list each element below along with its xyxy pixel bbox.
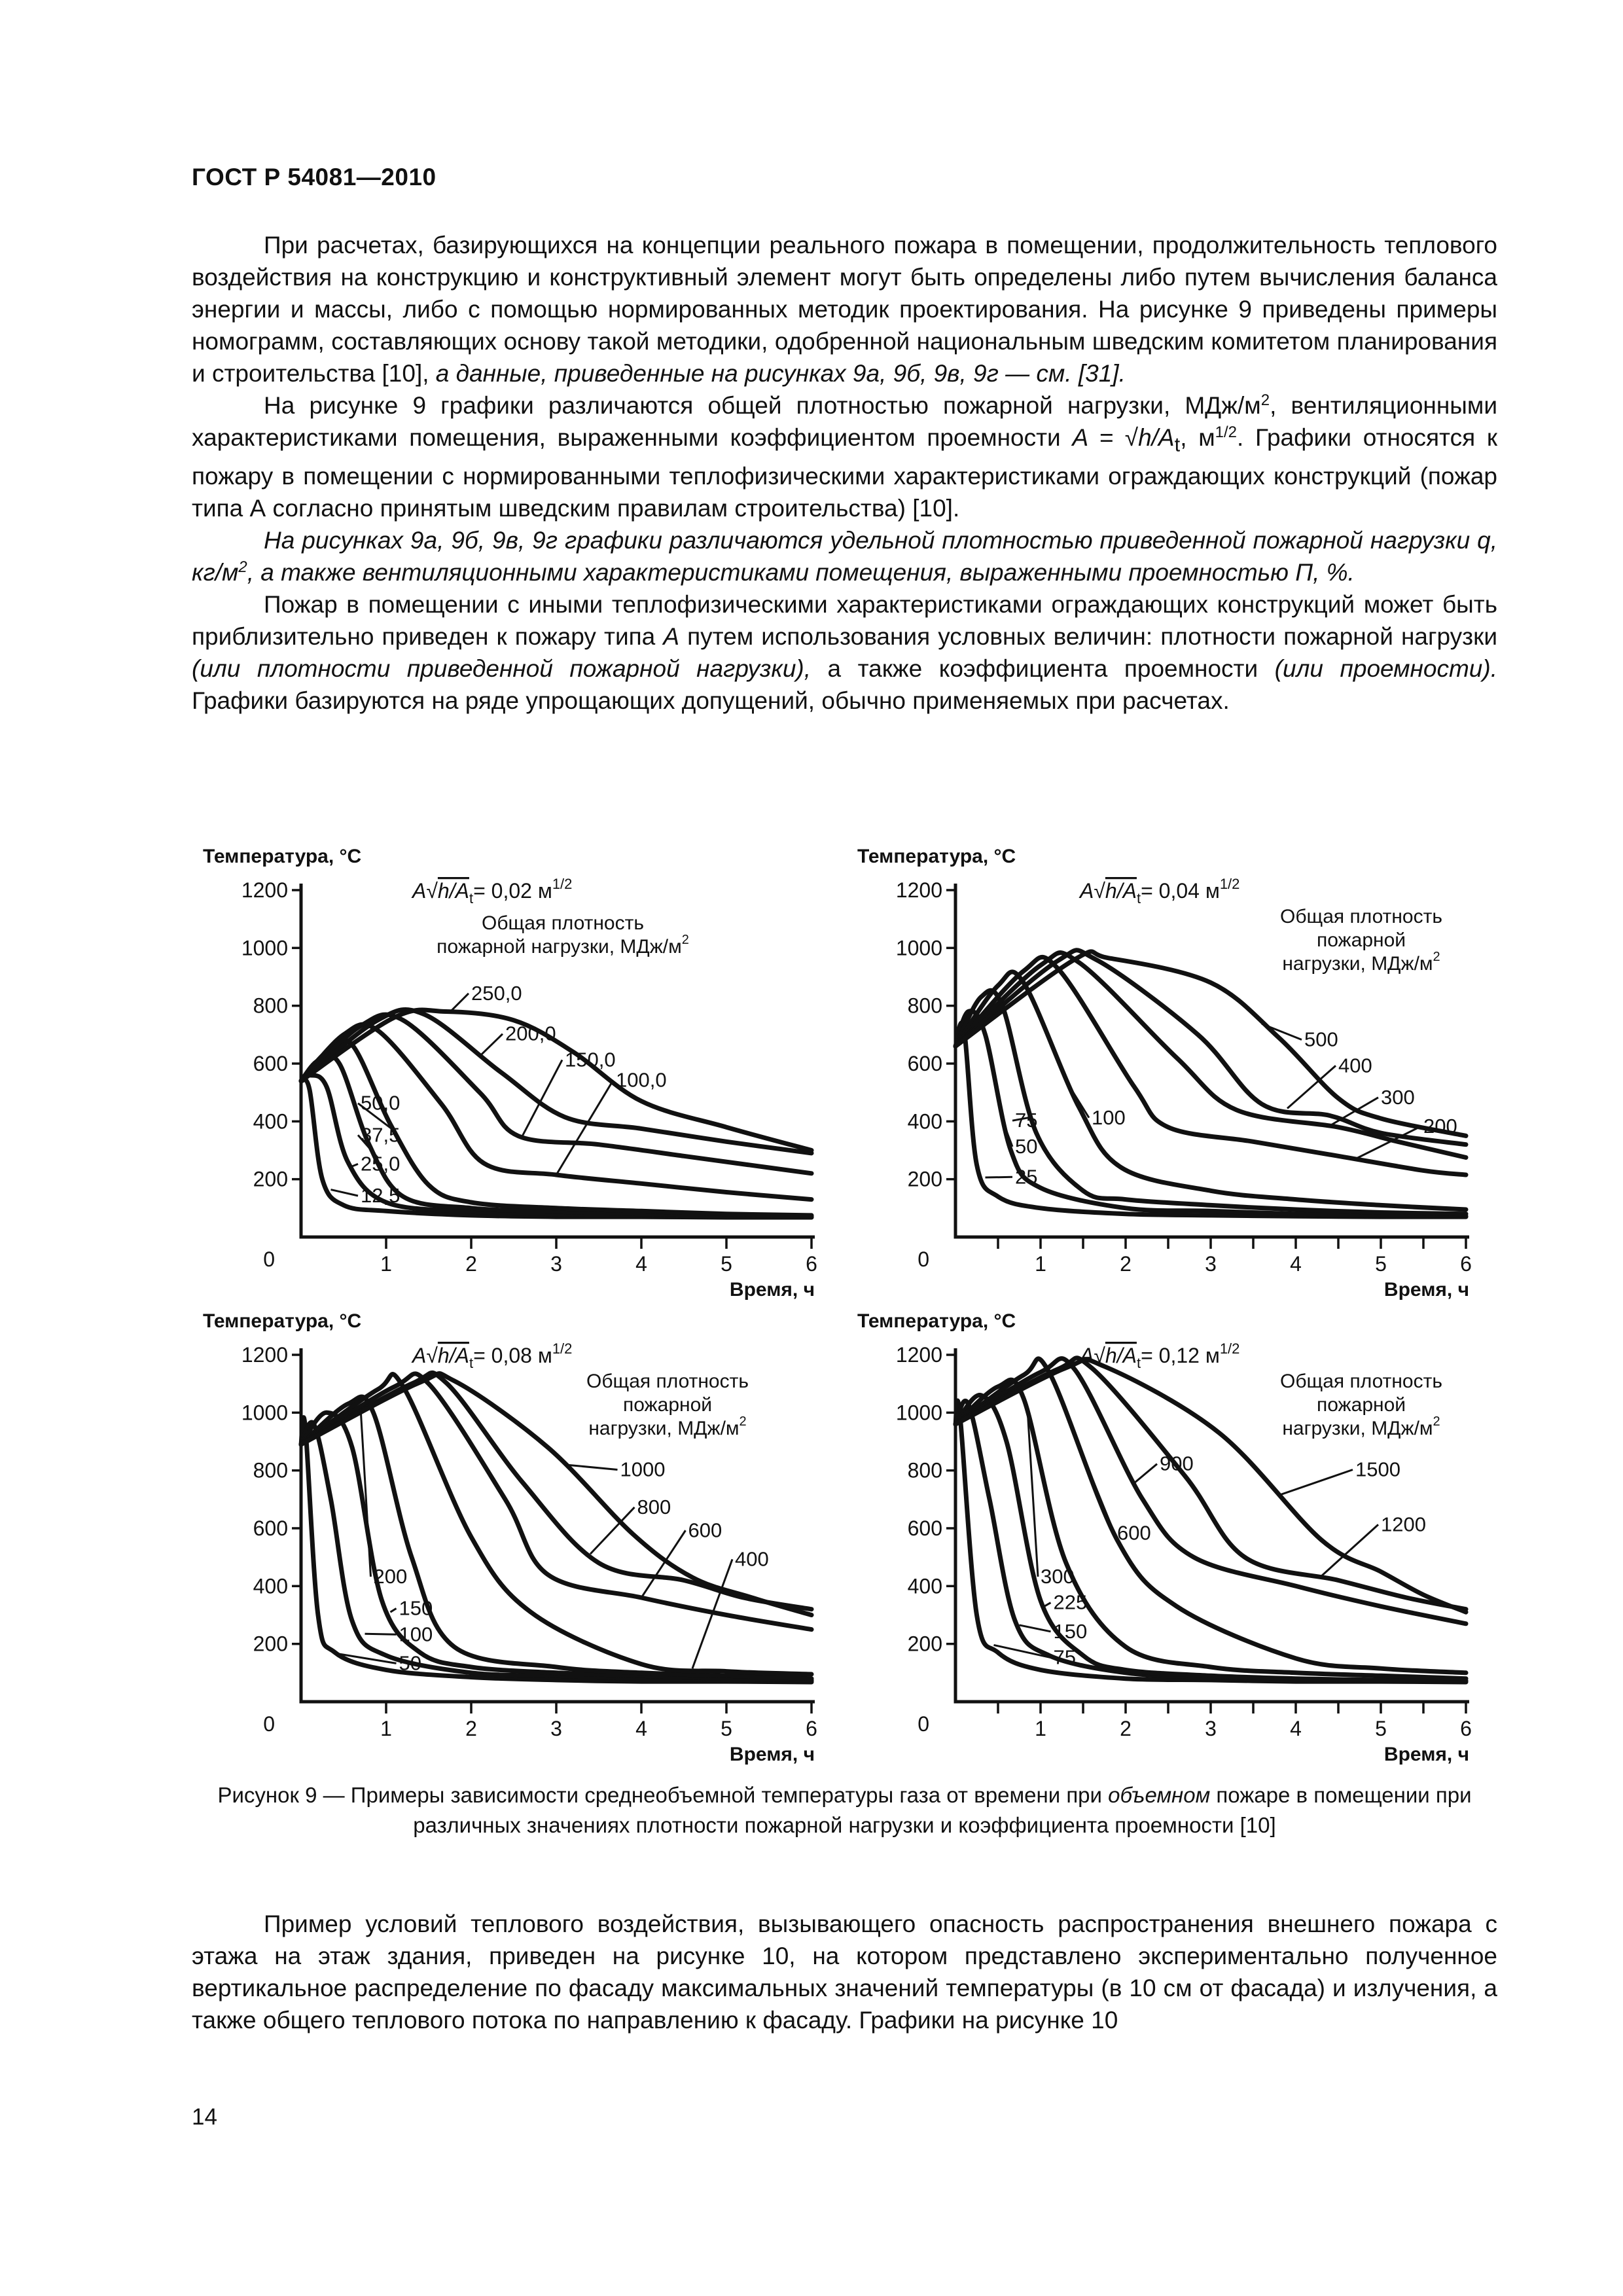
leader-line <box>1134 1464 1157 1483</box>
series-label: 200 <box>373 1564 408 1588</box>
series-label: 50 <box>399 1651 421 1675</box>
opening-factor-value: = 0,08 м <box>473 1344 552 1367</box>
series-label: 225 <box>1053 1590 1088 1614</box>
series-label: 25,0 <box>361 1152 401 1175</box>
x-tick-label: 6 <box>1460 1252 1472 1276</box>
series-label: 400 <box>1338 1054 1372 1077</box>
y-tick-label: 200 <box>907 1632 942 1656</box>
paragraph-2-text: На рисунке 9 графики различаются общей плотностью пожарной нагрузки, МДж/м <box>264 392 1261 419</box>
series-label: 25 <box>1015 1165 1038 1189</box>
leader-line <box>1330 1098 1378 1126</box>
series-label: 200 <box>1423 1115 1457 1138</box>
leader-line <box>1279 1470 1353 1496</box>
x-tick-label: 5 <box>721 1717 732 1740</box>
y-tick-label: 400 <box>253 1574 288 1598</box>
x-tick-label: 4 <box>1290 1252 1302 1276</box>
opening-factor-t: t <box>1136 1355 1141 1371</box>
x-axis-label: Время, ч <box>1383 1279 1469 1300</box>
y-tick-label: 200 <box>253 1632 288 1656</box>
series-label: 800 <box>637 1495 671 1518</box>
y-tick-label: 600 <box>907 1516 942 1540</box>
figure-caption <box>192 1780 1497 1840</box>
x-tick-label: 1 <box>1035 1252 1046 1276</box>
y-tick-label: 400 <box>253 1109 288 1134</box>
paragraph-4-text-3: а также коэффициента проемности <box>811 655 1275 683</box>
paragraph-3 <box>192 524 1497 588</box>
x-tick-label: 5 <box>721 1252 732 1276</box>
series-label: 500 <box>1304 1028 1338 1051</box>
legend-title-line: пожарной <box>1316 1394 1406 1416</box>
radical-sign: √ <box>1094 1344 1105 1367</box>
paragraph-3-italic: На рисунках 9а, 9б, 9в, 9г графики различаются удельной плотностью приведенной пожарной нагрузки q, кг/м <box>192 527 1497 586</box>
opening-factor-exp: 1/2 <box>552 1340 573 1357</box>
legend-title-line: нагрузки, МДж/$м^2$ <box>588 1414 747 1439</box>
opening-factor-a: A <box>412 1344 427 1367</box>
x-tick-label: 6 <box>806 1717 817 1740</box>
radical-sign: √ <box>1094 879 1105 903</box>
paragraph-4-italic-3: (или проемности). <box>1274 655 1497 683</box>
opening-factor-exp: 1/2 <box>1219 876 1240 892</box>
y-tick-label: 600 <box>907 1052 942 1075</box>
origin-label: 0 <box>918 1712 929 1736</box>
curve-150 <box>955 1401 1466 1681</box>
series-label: 300 <box>1381 1085 1415 1109</box>
legend-title-line: пожарной нагрузки, МДж/$м^2$ <box>437 933 689 958</box>
y-axis-label: Температура, °С <box>203 846 362 867</box>
opening-factor-t: t <box>469 1355 474 1371</box>
legend-title-sup: 2 <box>1433 950 1440 964</box>
x-axis-label: Время, ч <box>1383 1744 1469 1765</box>
opening-factor-exp: 1/2 <box>552 876 573 892</box>
opening-factor-value: = 0,04 м <box>1141 879 1220 903</box>
paragraph-1-text: При расчетах, базирующихся на концепции реального пожара в помещении, продолжительность теплового воздействия на конструкцию и конструктивный элемент могут быть определены либо путем вычисления баланса энергии и массы, либо с помощью нормированных методик проектирования. На рисунке 9 приведены примеры номограмм, составляющих основу такой методики, одобренной национальным шведским комитетом планирования и строительства [10], <box>192 232 1497 387</box>
x-tick-label: 2 <box>1120 1717 1132 1740</box>
series-label: 900 <box>1160 1452 1194 1475</box>
paragraph-4-text-2: путем использования условных величин: плотности пожарной нагрузки <box>679 623 1497 651</box>
opening-factor-label <box>1079 876 1240 906</box>
paragraph-2-sup: 2 <box>1260 391 1270 409</box>
paragraph-5: Пример условий теплового воздействия, вызывающего опасность распространения внешнего пожара с этажа на этаж здания, приведен на рисунке 10, на котором представлено экспериментально полученное вертикальное распределение по фасаду максимальных значений температуры (в 10 см от фасада) и излучения, а также общего теплового потока по направлению к фасаду. Графики на рисунке 10 <box>192 1910 1497 2034</box>
opening-factor-a: A <box>1080 879 1094 903</box>
leader-line <box>556 1080 613 1175</box>
leader-line <box>1020 1625 1051 1632</box>
y-tick-label: 800 <box>907 1458 942 1482</box>
series-label: 50 <box>1015 1134 1038 1158</box>
y-tick-label: 1000 <box>241 1401 288 1425</box>
leader-line <box>480 1034 503 1056</box>
opening-factor-t: t <box>469 890 474 906</box>
legend-title-sup: 2 <box>681 933 689 947</box>
series-label: 300 <box>1041 1564 1075 1588</box>
y-tick-label: 1000 <box>241 936 288 960</box>
opening-factor-h: h/A <box>437 1344 469 1367</box>
series-label: 50,0 <box>361 1091 401 1115</box>
series-label: 75 <box>1015 1109 1038 1132</box>
y-tick-label: 800 <box>907 994 942 1018</box>
series-label: 100,0 <box>616 1068 667 1092</box>
opening-factor-h: h/A <box>1105 1344 1137 1367</box>
paragraph-2 <box>192 389 1497 524</box>
legend-title-line: Общая плотность <box>1280 1371 1442 1392</box>
x-axis-label: Время, ч <box>729 1744 815 1765</box>
y-tick-label: 800 <box>253 1458 288 1482</box>
series-label: 600 <box>688 1518 722 1542</box>
page-number: 14 <box>192 2104 217 2130</box>
x-tick-label: 5 <box>1375 1717 1387 1740</box>
paragraph-4-italic-2: (или плотности приведенной пожарной нагрузки), <box>192 655 812 683</box>
document-header: ГОСТ Р 54081—2010 <box>192 164 437 190</box>
opening-factor-h: h/A <box>437 879 469 903</box>
y-axis-label: Температура, °С <box>857 846 1016 867</box>
y-tick-label: 1200 <box>895 878 942 902</box>
paragraph-2-text-3: . Графики относятся к пожару в помещении с нормированными теплофизическими характеристиками ограждающих конструкций (пожар типа А согласно принятым шведским правилам строительства) [10]. <box>192 424 1498 522</box>
paragraph-4 <box>192 588 1497 717</box>
y-tick-label: 400 <box>907 1574 942 1598</box>
series-label: 12,5 <box>361 1184 401 1207</box>
leader-line <box>1092 1477 1115 1534</box>
leader-line <box>522 1060 562 1136</box>
x-tick-label: 6 <box>1460 1717 1472 1740</box>
origin-label: 0 <box>263 1247 275 1271</box>
series-label: 150,0 <box>565 1048 616 1071</box>
y-tick-label: 800 <box>253 994 288 1018</box>
leader-line <box>331 1190 359 1196</box>
opening-factor-value: = 0,12 м <box>1141 1344 1220 1367</box>
series-label: 37,5 <box>361 1123 401 1147</box>
x-tick-label: 3 <box>1205 1717 1217 1740</box>
x-tick-label: 4 <box>1290 1717 1302 1740</box>
series-label: 150 <box>399 1596 433 1620</box>
y-tick-label: 200 <box>907 1167 942 1191</box>
legend-title-line: пожарной <box>1316 929 1406 951</box>
paragraph-2-text-2: , вентиляционными характеристиками помещения, выраженными коэффициентом проемности <box>192 392 1497 451</box>
leader-line <box>1045 1603 1051 1606</box>
legend-title-line: Общая плотность <box>1280 906 1442 927</box>
leader-line <box>391 1609 397 1613</box>
x-tick-label: 3 <box>1205 1252 1217 1276</box>
x-tick-label: 2 <box>1120 1252 1132 1276</box>
paragraph-3-sup: 2 <box>238 558 247 577</box>
formula-subscript: t <box>1174 433 1181 456</box>
series-label: 400 <box>735 1547 769 1571</box>
opening-factor-label <box>411 1340 572 1371</box>
y-axis-label: Температура, °С <box>203 1310 362 1332</box>
series-label: 100 <box>1092 1105 1126 1129</box>
curve-75 <box>955 1401 1466 1682</box>
temperature-chart-3 <box>196 1309 825 1780</box>
series-label: 150 <box>1053 1619 1088 1643</box>
y-tick-label: 1000 <box>895 936 942 960</box>
paragraph-4-text-4: Графики базируются на ряде упрощающих допущений, обычно применяемых при расчетах. <box>192 687 1230 715</box>
legend-title-line: пожарной <box>622 1394 713 1416</box>
x-tick-label: 1 <box>380 1252 392 1276</box>
x-tick-label: 2 <box>465 1252 477 1276</box>
y-tick-label: 600 <box>253 1052 288 1075</box>
leader-line <box>450 994 469 1012</box>
series-label: 100 <box>399 1623 433 1646</box>
legend-title-line: нагрузки, МДж/$м^2$ <box>1282 950 1440 975</box>
temperature-chart-4 <box>851 1309 1479 1780</box>
caption-text-2: пожаре в помещении при различных значениях плотности пожарной нагрузки и коэффициента проемности [10] <box>413 1783 1472 1837</box>
radical-sign: √ <box>426 1344 438 1367</box>
x-tick-label: 1 <box>380 1717 392 1740</box>
legend-title-sup: 2 <box>1433 1414 1440 1429</box>
series-label: 1200 <box>1381 1513 1426 1536</box>
opening-factor-a: A <box>1080 1344 1094 1367</box>
x-tick-label: 1 <box>1035 1717 1046 1740</box>
x-tick-label: 4 <box>635 1717 647 1740</box>
paragraph-4-text: Пожар в помещении с иными теплофизическими характеристиками ограждающих конструкций может быть приблизительно приведен к пожару типа <box>192 591 1497 651</box>
opening-factor-formula: A = √h/A <box>1072 424 1175 451</box>
x-tick-label: 5 <box>1375 1252 1387 1276</box>
legend-title-line: нагрузки, МДж/$м^2$ <box>1282 1414 1440 1439</box>
radical-sign: √ <box>426 879 438 903</box>
figure-9 <box>196 844 1499 1780</box>
leader-line <box>641 1530 686 1598</box>
paragraph-2-unit-exp: 1/2 <box>1215 423 1238 441</box>
opening-factor-exp: 1/2 <box>1219 1340 1240 1357</box>
leader-line <box>352 1164 358 1166</box>
series-label: 600 <box>1117 1521 1151 1545</box>
x-tick-label: 4 <box>635 1252 647 1276</box>
origin-label: 0 <box>918 1247 929 1271</box>
opening-factor-t: t <box>1136 890 1141 906</box>
y-tick-label: 1200 <box>241 878 288 902</box>
x-tick-label: 3 <box>550 1252 562 1276</box>
y-tick-label: 1200 <box>895 1343 942 1367</box>
series-label: 1000 <box>620 1458 666 1481</box>
paragraph-1-italic: а данные, приведенные на рисунках 9а, 9б, 9в, 9г — см. [31]. <box>429 360 1126 387</box>
series-label: 1500 <box>1355 1458 1400 1481</box>
origin-label: 0 <box>263 1712 275 1736</box>
x-tick-label: 6 <box>806 1252 817 1276</box>
intro-text <box>192 229 1497 717</box>
opening-factor-h: h/A <box>1105 879 1137 903</box>
y-axis-label: Температура, °С <box>857 1310 1016 1332</box>
legend-title-sup: 2 <box>739 1414 747 1429</box>
caption-italic: объемном <box>1108 1783 1211 1807</box>
paragraph-3-italic-2: , а также вентиляционными характеристиками помещения, выраженными проемностью П, %. <box>247 559 1355 586</box>
x-axis-label: Время, ч <box>729 1279 815 1300</box>
x-tick-label: 2 <box>465 1717 477 1740</box>
opening-factor-label <box>411 876 572 906</box>
paragraph-4-italic-a: А <box>663 623 679 651</box>
paragraph-2-unit: , м <box>1180 424 1215 451</box>
series-label: 200,0 <box>505 1022 556 1045</box>
y-tick-label: 1000 <box>895 1401 942 1425</box>
temperature-chart-1 <box>196 844 825 1302</box>
y-tick-label: 600 <box>253 1516 288 1540</box>
opening-factor-value: = 0,02 м <box>473 879 552 903</box>
y-tick-label: 200 <box>253 1167 288 1191</box>
closing-text <box>192 1908 1497 2036</box>
series-label: 75 <box>1053 1645 1076 1669</box>
y-tick-label: 1200 <box>241 1343 288 1367</box>
legend-title-line: Общая плотность <box>482 912 644 934</box>
x-tick-label: 3 <box>550 1717 562 1740</box>
opening-factor-a: A <box>412 879 427 903</box>
caption-text: Рисунок 9 — Примеры зависимости среднеобъемной температуры газа от времени при <box>217 1783 1109 1807</box>
series-label: 250,0 <box>471 981 522 1005</box>
temperature-chart-2 <box>851 844 1479 1302</box>
paragraph-1 <box>192 229 1497 389</box>
y-tick-label: 400 <box>907 1109 942 1134</box>
legend-title-line: Общая плотность <box>586 1371 749 1392</box>
